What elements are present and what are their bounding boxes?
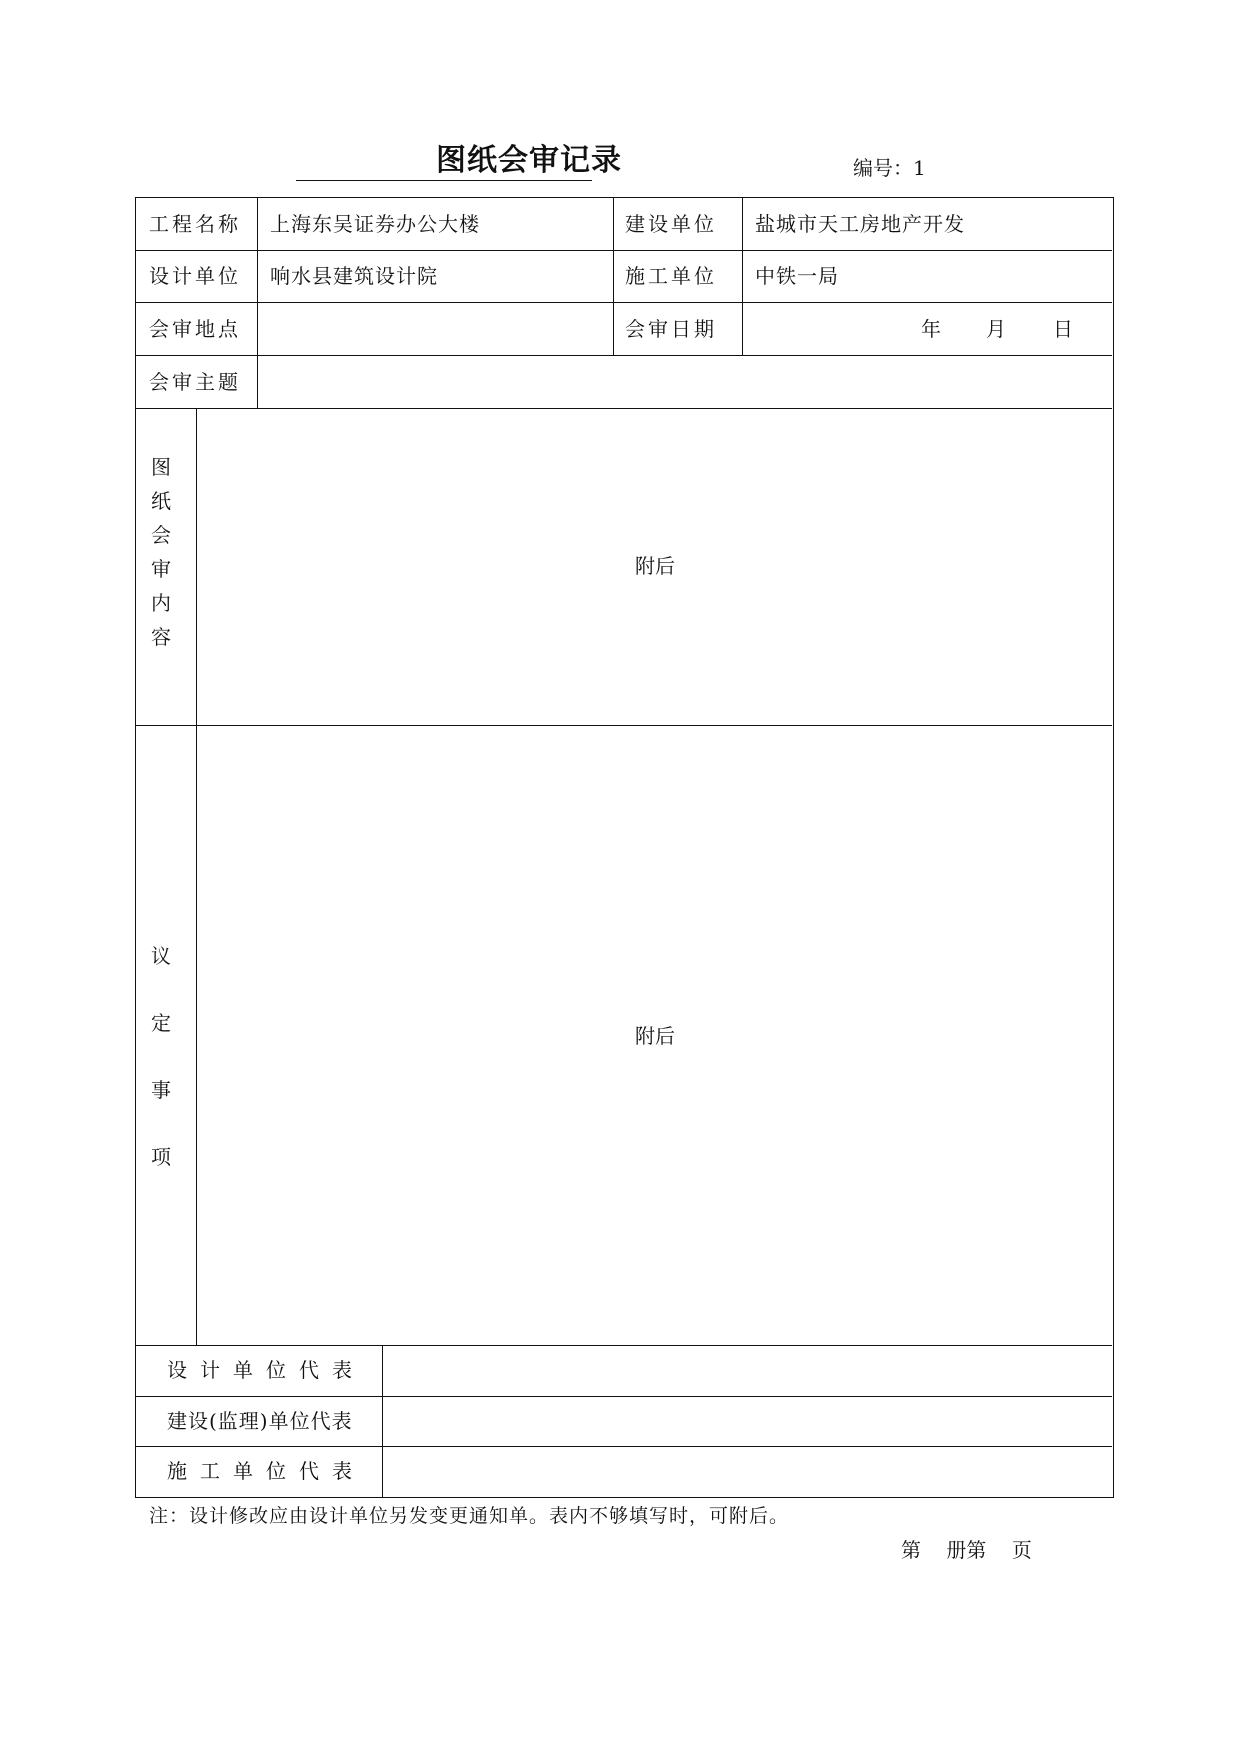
supervision-rep-label: 建设(监理)单位代表 [167,1409,353,1433]
design-rep-label: 设计单位代表 [167,1358,365,1382]
row-divider [136,250,1112,251]
page-title: 图纸会审记录 [436,143,622,178]
volume-page-indicator: 第 册第 页 [901,1538,1032,1562]
date-year-label: 年 [921,317,941,341]
row-divider [136,725,1112,726]
design-unit-value[interactable]: 响水县建筑设计院 [270,264,438,288]
review-content-value[interactable]: 附后 [635,554,675,578]
construction-unit-value[interactable]: 中铁一局 [755,264,839,288]
review-topic-label: 会审主题 [149,370,241,394]
column-divider [196,408,197,1345]
review-date-label: 会审日期 [625,317,717,341]
date-day-label: 日 [1053,317,1073,341]
document-number: 编号：1 [853,156,926,180]
column-divider [382,1345,383,1497]
title-underline [296,180,592,181]
review-content-label: 图纸会审内容 [151,455,171,649]
decisions-value[interactable]: 附后 [635,1024,675,1048]
project-name-label: 工程名称 [149,212,241,236]
construction-rep-signature-field[interactable] [384,1447,1112,1496]
construction-rep-label: 施工单位代表 [167,1459,365,1483]
decisions-label: 议定事项 [151,944,171,1169]
column-divider [742,198,743,355]
column-divider [257,198,258,408]
review-place-label: 会审地点 [149,317,241,341]
row-divider [136,302,1112,303]
supervision-rep-signature-field[interactable] [384,1397,1112,1445]
date-month-label: 月 [986,317,1006,341]
project-name-value[interactable]: 上海东吴证券办公大楼 [270,212,480,236]
column-divider [613,198,614,355]
row-divider [136,408,1112,409]
construction-unit-label: 施工单位 [625,264,717,288]
design-rep-signature-field[interactable] [384,1346,1112,1395]
row-divider [136,355,1112,356]
owner-label: 建设单位 [625,212,717,236]
footer-note: 注：设计修改应由设计单位另发变更通知单。表内不够填写时，可附后。 [149,1505,790,1527]
review-form-table [135,197,1114,1498]
design-unit-label: 设计单位 [149,264,241,288]
owner-value[interactable]: 盐城市天工房地产开发 [755,212,965,236]
